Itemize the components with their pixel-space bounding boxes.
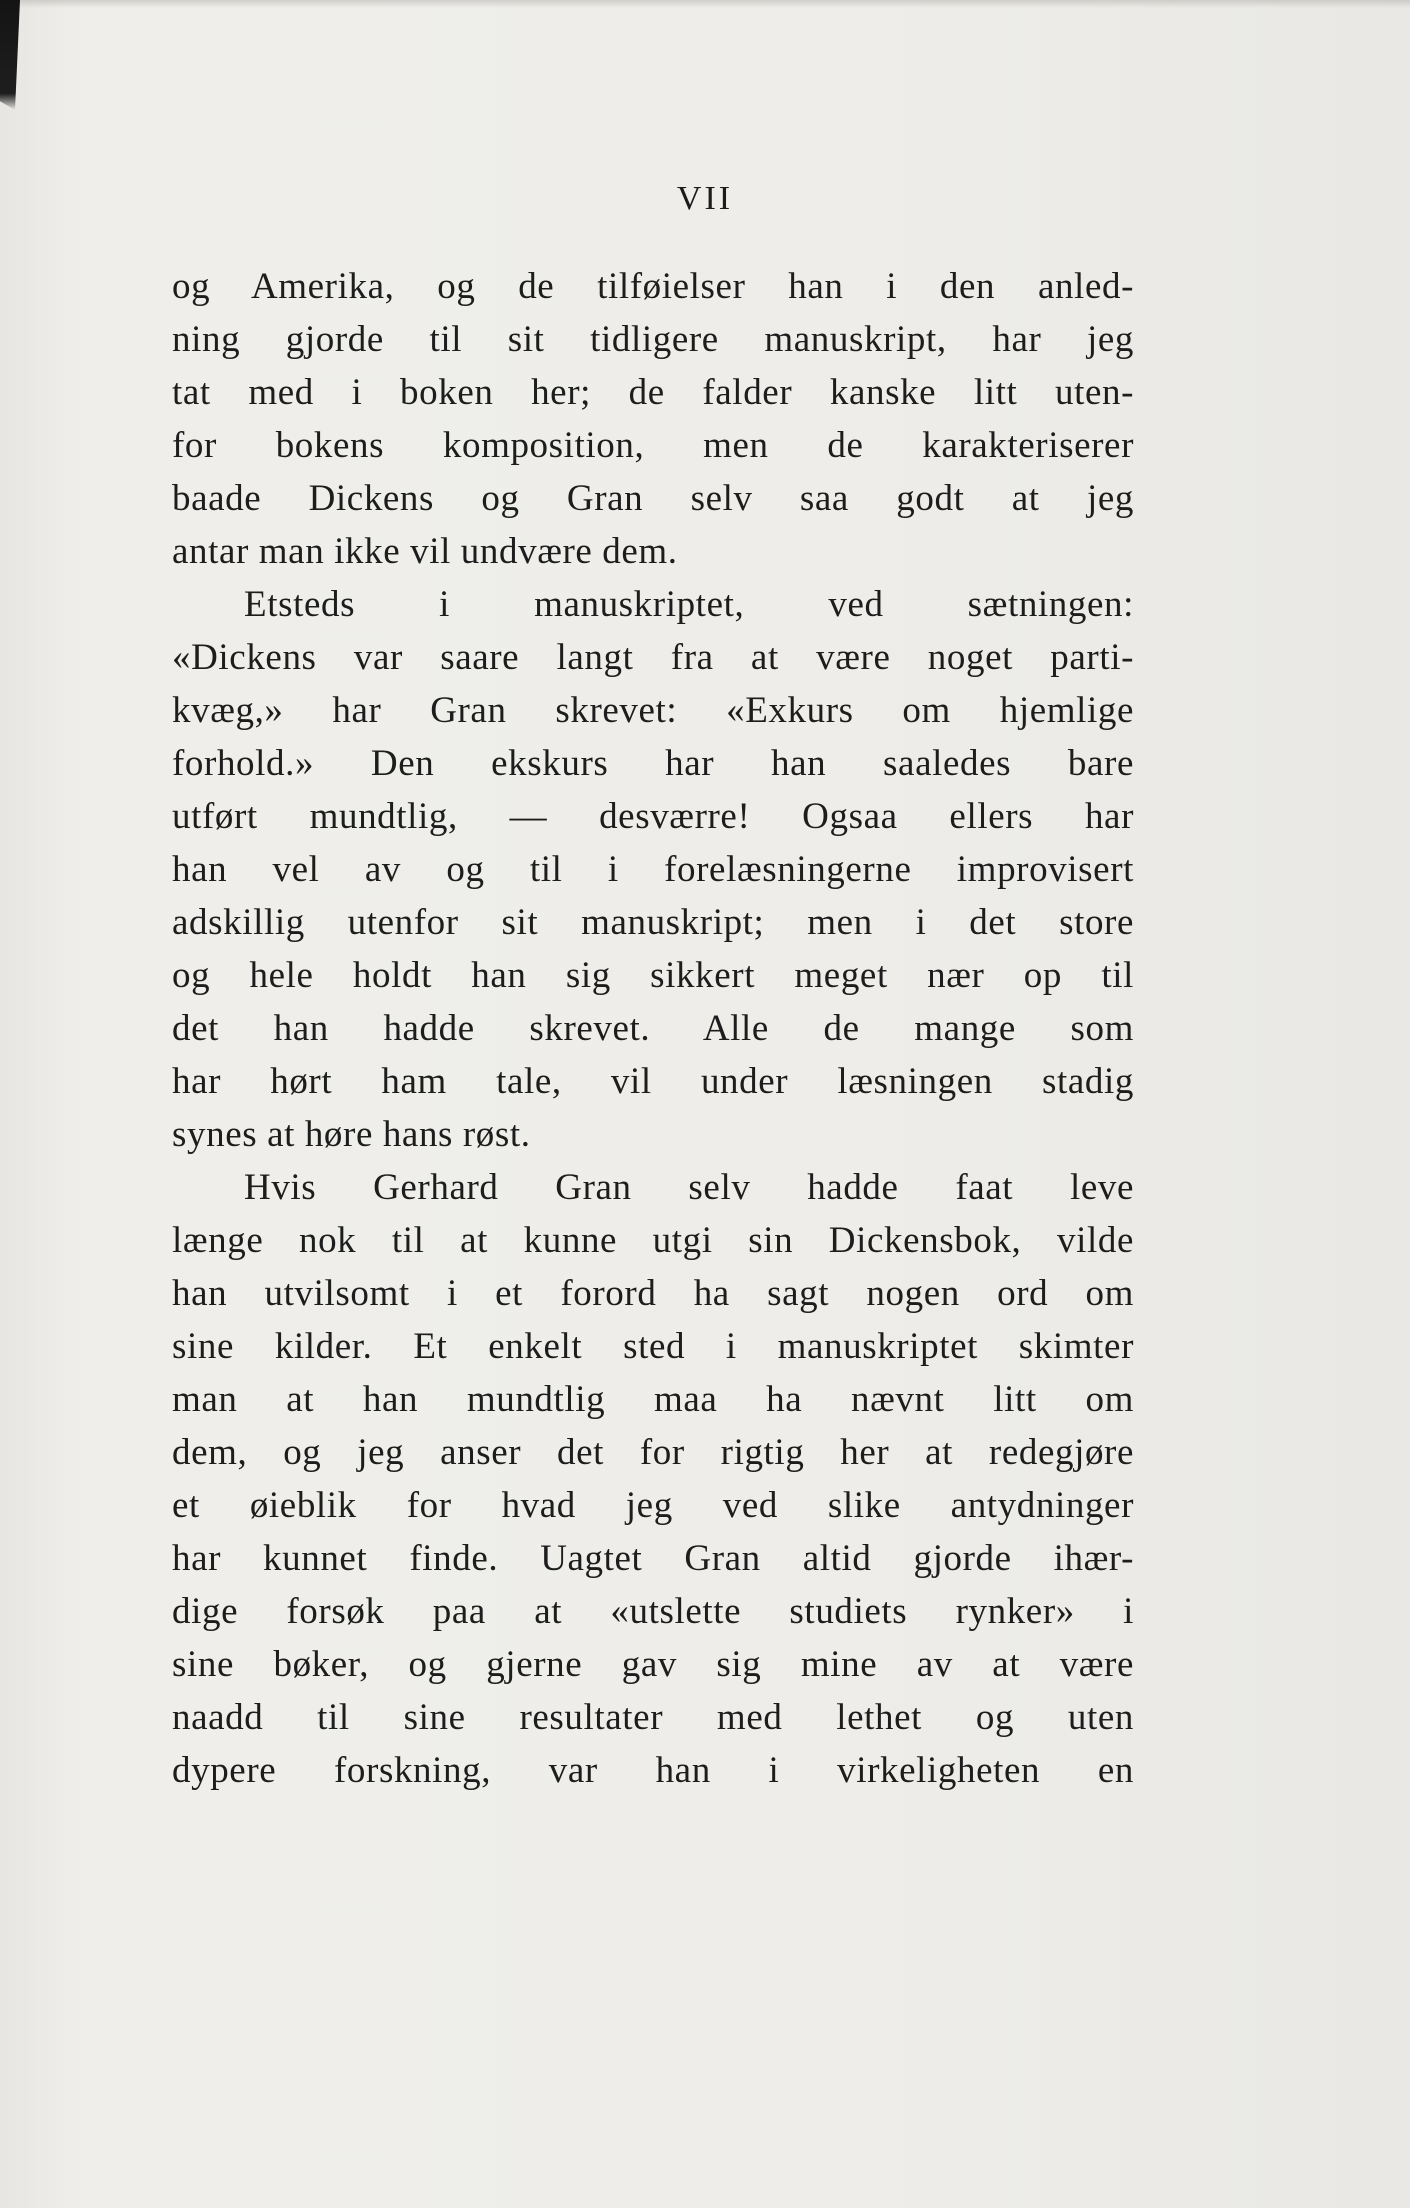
text-line: synes at høre hans røst. [172,1114,531,1155]
text-line: sine kilder. Et enkelt sted i manuskriptet skimter [172,1326,1134,1367]
page-number: VII [676,180,734,217]
text-line: naadd til sine resultater med lethet og uten [172,1697,1134,1738]
body-text [172,260,1134,1797]
text-line: dypere forskning, var han i virkeligheten en [172,1750,1134,1791]
text-line: «Dickens var saare langt fra at være noget parti- [172,637,1134,678]
text-line: han utvilsomt i et forord ha sagt nogen ord om [172,1273,1134,1314]
text-line: længe nok til at kunne utgi sin Dickensbok, vilde [172,1220,1134,1261]
text-line: for bokens komposition, men de karakteriserer [172,425,1134,466]
text-line: det han hadde skrevet. Alle de mange som [172,1008,1134,1049]
text-line: adskillig utenfor sit manuskript; men i det store [172,902,1134,943]
text-line: har kunnet finde. Uagtet Gran altid gjorde ihær- [172,1538,1134,1579]
text-line: tat med i boken her; de falder kanske litt uten- [172,372,1134,413]
text-line: sine bøker, og gjerne gav sig mine av at være [172,1644,1134,1685]
text-line: utført mundtlig, — desværre! Ogsaa ellers har [172,796,1134,837]
text-line: dige forsøk paa at «utslette studiets rynker» i [172,1591,1134,1632]
text-line: Hvis Gerhard Gran selv hadde faat leve [244,1167,1134,1208]
text-line: et øieblik for hvad jeg ved slike antydninger [172,1485,1134,1526]
text-line: Etsteds i manuskriptet, ved sætningen: [244,584,1134,625]
text-line: dem, og jeg anser det for rigtig her at redegjøre [172,1432,1134,1473]
text-line: og hele holdt han sig sikkert meget nær op til [172,955,1134,996]
text-line: ning gjorde til sit tidligere manuskript, har jeg [172,319,1134,360]
text-line: og Amerika, og de tilføielser han i den anled- [172,266,1134,307]
text-line: han vel av og til i forelæsningerne improvisert [172,849,1134,890]
binding-mark [0,0,20,110]
text-line: man at han mundtlig maa ha nævnt litt om [172,1379,1134,1420]
text-line: baade Dickens og Gran selv saa godt at jeg [172,478,1134,519]
text-line: har hørt ham tale, vil under læsningen stadig [172,1061,1134,1102]
text-line: antar man ikke vil undvære dem. [172,531,678,572]
text-line: forhold.» Den ekskurs har han saaledes bare [172,743,1134,784]
page-top-edge [0,0,1410,8]
text-line: kvæg,» har Gran skrevet: «Exkurs om hjemlige [172,690,1134,731]
